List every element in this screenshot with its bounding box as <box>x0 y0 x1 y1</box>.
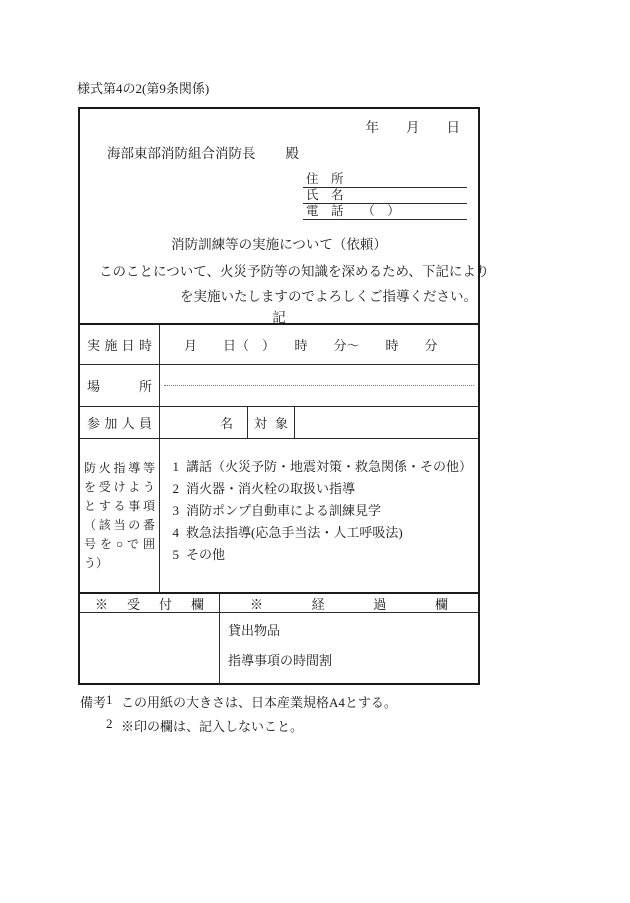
datetime-value: 月 日（ ） 時 分～ 時 分 <box>184 338 438 353</box>
form-number: 様式第4の2(第9条関係) <box>77 81 210 96</box>
reception-header-cell <box>80 592 220 613</box>
name-field: 氏 名 <box>303 188 467 204</box>
guidance-item-text: 救急法指導(応急手当法・人工呼吸法) <box>186 525 403 540</box>
row-place-value-cell <box>160 365 478 407</box>
row-datetime-value-cell <box>160 325 478 365</box>
place-label: 場所 <box>87 379 152 394</box>
datetime-label: 実施日時 <box>87 338 152 353</box>
form-outer-box <box>78 107 490 685</box>
progress-header-cell <box>220 592 478 613</box>
progress-entry-cell <box>220 613 478 685</box>
guidance-item-number: 4 <box>172 525 179 540</box>
remarks-label: 備考 <box>80 695 107 710</box>
participants-target-value-cell <box>295 407 478 439</box>
progress-line-schedule: 指導事項の時間割 <box>228 653 333 668</box>
date-line: 年 月 日 <box>365 120 460 135</box>
guidance-item <box>167 478 474 500</box>
guidance-item-number: 3 <box>172 503 179 518</box>
participants-target-label: 対象 <box>254 416 288 431</box>
remarks-block <box>80 692 500 740</box>
row-guidance-items-cell <box>160 439 478 592</box>
row-datetime-label-cell <box>80 325 160 365</box>
progress-line-lent-items: 貸出物品 <box>228 623 281 638</box>
reception-entry-cell <box>80 613 220 685</box>
body-text-line1: このことについて、火災予防等の知識を深めるため、下記により <box>99 264 490 279</box>
body-text-line2: を実施いたしますのでよろしくご指導ください。 <box>180 289 477 304</box>
row-guidance-label-cell <box>80 439 160 592</box>
guidance-item <box>167 522 474 544</box>
phone-field: 電 話 （ ） <box>303 204 467 220</box>
addressee-name: 海部東部消防組合消防長 <box>107 146 256 161</box>
participants-unit: 名 <box>219 416 233 431</box>
progress-header: ※経過欄 <box>250 596 448 612</box>
addressee-honorific: 殿 <box>285 146 299 161</box>
address-field: 住 所 <box>303 172 467 188</box>
record-marker: 記 <box>272 310 286 325</box>
remark-text: この用紙の大きさは、日本産業規格A4とする。 <box>121 695 397 710</box>
remark-row <box>80 692 500 716</box>
row-participants-label-cell <box>80 407 160 439</box>
remark-text: ※印の欄は、記入しないこと。 <box>121 719 304 734</box>
participants-label: 参加人員 <box>87 416 152 431</box>
participants-count-cell <box>160 407 248 439</box>
place-fill-in-dotted-line <box>164 385 474 386</box>
remark-number: 2 <box>106 716 113 731</box>
form-table <box>80 323 478 683</box>
guidance-item-number: 2 <box>172 481 179 496</box>
guidance-item <box>167 500 474 522</box>
guidance-item-text: 講話（火災予防・地震対策・救急関係・その他） <box>186 459 473 474</box>
document-title: 消防訓練等の実施について（依頼） <box>171 237 387 252</box>
reception-header: ※受付欄 <box>95 596 204 612</box>
row-place-label-cell <box>80 365 160 407</box>
guidance-item <box>167 456 474 478</box>
guidance-item-number: 5 <box>172 547 179 562</box>
guidance-item-text: 消防ポンプ自動車による訓練見学 <box>186 503 382 518</box>
guidance-label: 防火指導等を受けようとする事項（該当の番号を○で囲う） <box>84 460 155 570</box>
guidance-item-text: 消火器・消火栓の取扱い指導 <box>186 481 356 496</box>
contact-block <box>303 172 467 220</box>
addressee-row <box>107 142 299 162</box>
remark-row <box>80 716 500 740</box>
participants-target-label-cell <box>248 407 295 439</box>
guidance-item <box>167 544 474 566</box>
guidance-item-text: その他 <box>186 547 226 562</box>
remark-number: 1 <box>106 692 113 707</box>
guidance-item-number: 1 <box>172 459 179 474</box>
